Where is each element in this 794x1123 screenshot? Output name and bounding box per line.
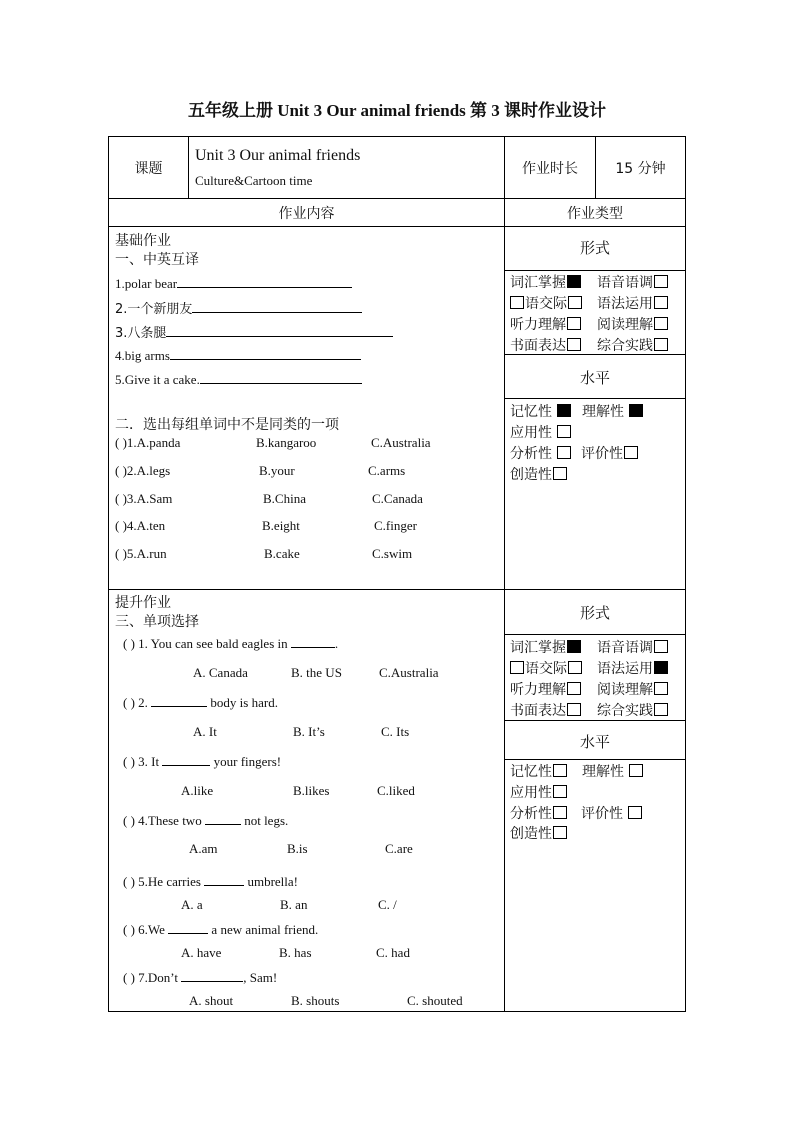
checkbox-icon (510, 661, 524, 674)
mcq-1-a: ( )1.A.panda (115, 435, 181, 450)
checkbox-icon (654, 682, 668, 695)
checkbox-icon (553, 764, 567, 777)
advanced-form-writing: 书面表达 (510, 700, 581, 720)
question-7: ( ) 7.Don’t , Sam! (123, 970, 278, 985)
mcq-3-a: ( )3.A.Sam (115, 491, 173, 506)
basic-form-practice: 综合实践 (597, 335, 668, 355)
basic-heading: 基础作业 (115, 233, 171, 249)
q2-option-b: B. It’s (293, 724, 325, 739)
advanced-form-listening: 听力理解 (510, 679, 581, 699)
section-2-heading: 二．选出每组单词中不是同类的一项 (115, 417, 339, 433)
q3-option-b: B.likes (293, 783, 330, 798)
basic-level-evaluate: 评价性 (581, 443, 638, 463)
basic-level-memory: 记忆性 (510, 401, 571, 421)
checkbox-icon (557, 425, 571, 438)
advanced-form-label: 形式 (579, 604, 610, 622)
mcq-5-b: B.cake (264, 546, 300, 561)
time-label: 作业时长 (505, 137, 596, 199)
q1-option-b: B. the US (291, 665, 342, 680)
checkbox-icon (568, 661, 582, 674)
checkbox-icon (654, 317, 668, 330)
basic-form-listening: 听力理解 (510, 314, 581, 334)
lesson-cell (189, 137, 505, 199)
checkbox-icon (567, 317, 581, 330)
q2-option-c: C. Its (381, 724, 410, 739)
advanced-level-options (505, 759, 685, 1013)
mcq-3-c: C.Canada (372, 491, 423, 506)
q3-option-a: A.like (181, 783, 214, 798)
basic-form-writing: 书面表达 (510, 335, 581, 355)
homework-table (108, 136, 686, 1012)
mcq-5-a: ( )5.A.run (115, 546, 167, 561)
q6-option-b: B. has (279, 945, 312, 960)
checkbox-icon (553, 826, 567, 839)
checkbox-icon (567, 682, 581, 695)
advanced-heading: 提升作业 (115, 595, 171, 611)
checkbox-checked-icon (654, 661, 668, 674)
mcq-1-c: C.Australia (371, 435, 431, 450)
checkbox-checked-icon (567, 640, 581, 653)
mcq-3-b: B.China (263, 491, 306, 506)
advanced-level-label: 水平 (579, 733, 610, 751)
mcq-2-c: C.arms (368, 463, 406, 478)
time-value: 15 分钟 (596, 137, 686, 199)
mcq-4-a: ( )4.A.ten (115, 518, 166, 533)
lesson-subtitle: Culture&Cartoon time (195, 172, 313, 188)
basic-level-label: 水平 (579, 369, 610, 387)
basic-content (109, 227, 505, 590)
translate-item-1: 1.polar bear (115, 275, 352, 292)
advanced-form-grammar: 语法运用 (597, 658, 668, 678)
content-label: 作业内容 (109, 199, 505, 227)
q5-option-a: A. a (181, 897, 203, 912)
mcq-5-c: C.swim (372, 546, 413, 561)
mcq-2-b: B.your (259, 463, 295, 478)
basic-level-create: 创造性 (510, 464, 567, 484)
question-4: ( ) 4.These two not legs. (123, 813, 289, 828)
question-3: ( ) 3. It your fingers! (123, 754, 282, 769)
section-3-heading: 三、单项选择 (115, 614, 199, 630)
lesson-title: Unit 3 Our animal friends (195, 146, 361, 164)
checkbox-icon (553, 806, 567, 819)
mcq-4-b: B.eight (262, 518, 300, 533)
checkbox-icon (567, 703, 581, 716)
advanced-level-understand: 理解性 (582, 761, 643, 781)
question-5: ( ) 5.He carries umbrella! (123, 874, 299, 889)
advanced-form-practice: 综合实践 (597, 700, 668, 720)
advanced-level-evaluate: 评价性 (581, 803, 642, 823)
basic-form-reading: 阅读理解 (597, 314, 668, 334)
advanced-form-vocab: 词汇掌握 (510, 637, 581, 657)
checkbox-checked-icon (567, 275, 581, 288)
type-label: 作业类型 (505, 199, 686, 227)
checkbox-icon (553, 785, 567, 798)
question-1: ( ) 1. You can see bald eagles in . (123, 636, 339, 651)
topic-label: 课题 (109, 137, 189, 199)
advanced-level-analyze: 分析性 (510, 803, 567, 823)
mcq-4-c: C.finger (374, 518, 417, 533)
checkbox-icon (654, 275, 668, 288)
translate-item-3: 3.八条腿 (115, 322, 393, 341)
basic-level-header (505, 354, 685, 399)
basic-level-analyze: 分析性 (510, 443, 571, 463)
advanced-level-create: 创造性 (510, 823, 567, 843)
checkbox-icon (510, 296, 524, 309)
q7-option-c: C. shouted (407, 993, 463, 1008)
checkbox-icon (567, 338, 581, 351)
advanced-form-reading: 阅读理解 (597, 679, 668, 699)
basic-form-communication: 语交际 (510, 293, 582, 313)
basic-level-understand: 理解性 (582, 401, 643, 421)
q5-option-b: B. an (280, 897, 308, 912)
advanced-type-panel (505, 590, 686, 1012)
checkbox-icon (654, 703, 668, 716)
translate-item-4: 4.big arms (115, 347, 361, 364)
advanced-form-phonetics: 语音语调 (597, 637, 668, 657)
advanced-content (109, 590, 505, 1012)
q5-option-c: C. / (378, 897, 397, 912)
q4-option-c: C.are (385, 841, 413, 856)
checkbox-icon (629, 764, 643, 777)
advanced-form-header (505, 590, 685, 634)
checkbox-icon (654, 338, 668, 351)
translate-item-5: 5.Give it a cake. (115, 371, 362, 388)
basic-form-phonetics: 语音语调 (597, 272, 668, 292)
mcq-2-a: ( )2.A.legs (115, 463, 171, 478)
basic-form-vocab: 词汇掌握 (510, 272, 581, 292)
checkbox-icon (624, 446, 638, 459)
q6-option-a: A. have (181, 945, 222, 960)
q4-option-a: A.am (189, 841, 218, 856)
section-1-heading: 一、中英互译 (115, 252, 199, 268)
q1-option-c: C.Australia (379, 665, 439, 680)
page-title: 五年级上册 Unit 3 Our animal friends 第 3 课时作业设计 (187, 101, 607, 120)
checkbox-icon (654, 640, 668, 653)
checkbox-checked-icon (557, 404, 571, 417)
question-6: ( ) 6.We a new animal friend. (123, 922, 319, 937)
basic-form-header (505, 227, 685, 270)
q4-option-b: B.is (287, 841, 308, 856)
q7-option-b: B. shouts (291, 993, 340, 1008)
q2-option-a: A. It (193, 724, 217, 739)
basic-form-label: 形式 (579, 239, 610, 257)
question-2: ( ) 2. body is hard. (123, 695, 278, 710)
advanced-level-memory: 记忆性 (510, 761, 567, 781)
checkbox-icon (628, 806, 642, 819)
basic-type-panel (505, 227, 686, 590)
q7-option-a: A. shout (189, 993, 234, 1008)
basic-level-apply: 应用性 (510, 422, 571, 442)
advanced-form-communication: 语交际 (510, 658, 582, 678)
q6-option-c: C. had (376, 945, 410, 960)
translate-item-2: 2.一个新朋友 (115, 298, 362, 317)
advanced-level-apply: 应用性 (510, 782, 567, 802)
checkbox-icon (557, 446, 571, 459)
advanced-form-options (505, 634, 685, 721)
checkbox-checked-icon (629, 404, 643, 417)
checkbox-icon (654, 296, 668, 309)
q1-option-a: A. Canada (193, 665, 248, 680)
basic-form-options (505, 270, 685, 355)
checkbox-icon (568, 296, 582, 309)
basic-level-options (505, 398, 685, 591)
mcq-1-b: B.kangaroo (256, 435, 317, 450)
checkbox-icon (553, 467, 567, 480)
advanced-level-header (505, 720, 685, 760)
basic-form-grammar: 语法运用 (597, 293, 668, 313)
q3-option-c: C.liked (377, 783, 415, 798)
